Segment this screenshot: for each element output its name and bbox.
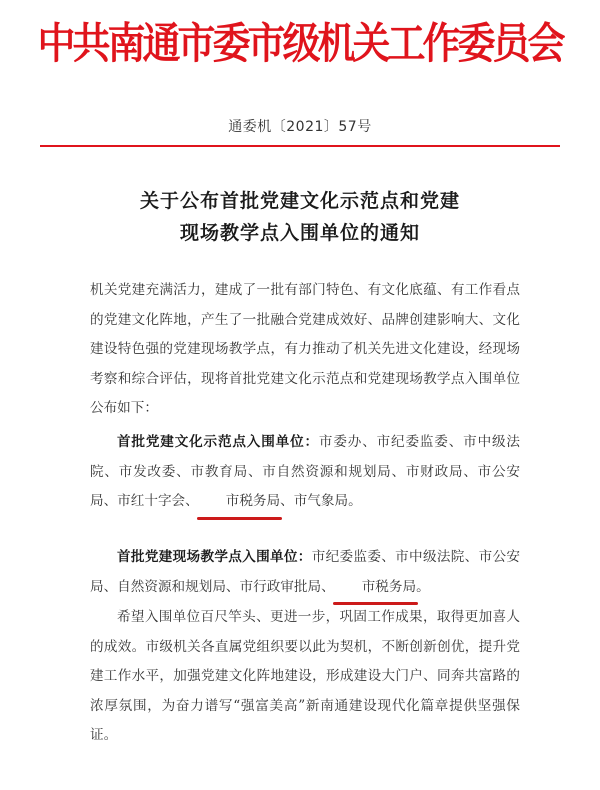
intro-paragraph: 机关党建充满活力，建成了一批有部门特色、有文化底蕴、有工作看点的党建文化阵地，产生了一批融合党建成效好、品牌创建影响大、文化建设特色强的党建现场教学点，有力推动了机关先进文化建设，经现场考察和综合评估，现将首批党建文化示范点和党建现场教学点入围单位公布如下： (90, 282, 520, 416)
closing-paragraph: 希望入围单位百尺竿头、更进一步，巩固工作成果，取得更加喜人的成效。市级机关各直属党组织要以此为契机，不断创新创优，提升党建工作水平，加强党建文化阵地建设，形成建设大门户、同奔共富路的浓厚氛围，为奋力谱写“强富美高”新南通建设现代化篇章提供坚强保证。 (90, 609, 520, 743)
culture-points-paragraph (90, 428, 520, 517)
culture-points-list: 市委办、市纪委监委、市中级法院、市发改委、市教育局、市自然资源和规划局、市财政局、市公安局、市红十字会、 (90, 434, 521, 509)
teaching-points-highlight: 市税务局 (335, 573, 416, 603)
culture-points-list-end: 、市气象局。 (280, 493, 362, 509)
teaching-points-paragraph (90, 543, 520, 602)
document-number: 通委机〔2021〕57号 (228, 119, 372, 135)
culture-points-lead: 首批党建文化示范点入围单位： (117, 434, 319, 450)
teaching-points-list-end: 。 (416, 578, 430, 595)
teaching-points-list: 市纪委监委、市中级法院、市公安局、自然资源和规划局、市行政审批局、 (90, 549, 520, 595)
culture-points-highlight: 市税务局 (199, 487, 280, 517)
red-divider-line (40, 145, 560, 147)
masthead-title: 中共南通市委市级机关工作委员会 (37, 18, 563, 68)
notice-title-line-2: 现场教学点入围单位的通知 (179, 222, 420, 244)
notice-title-line-1: 关于公布首批党建文化示范点和党建 (139, 190, 460, 212)
teaching-points-lead: 首批党建现场教学点入围单位： (117, 549, 312, 565)
